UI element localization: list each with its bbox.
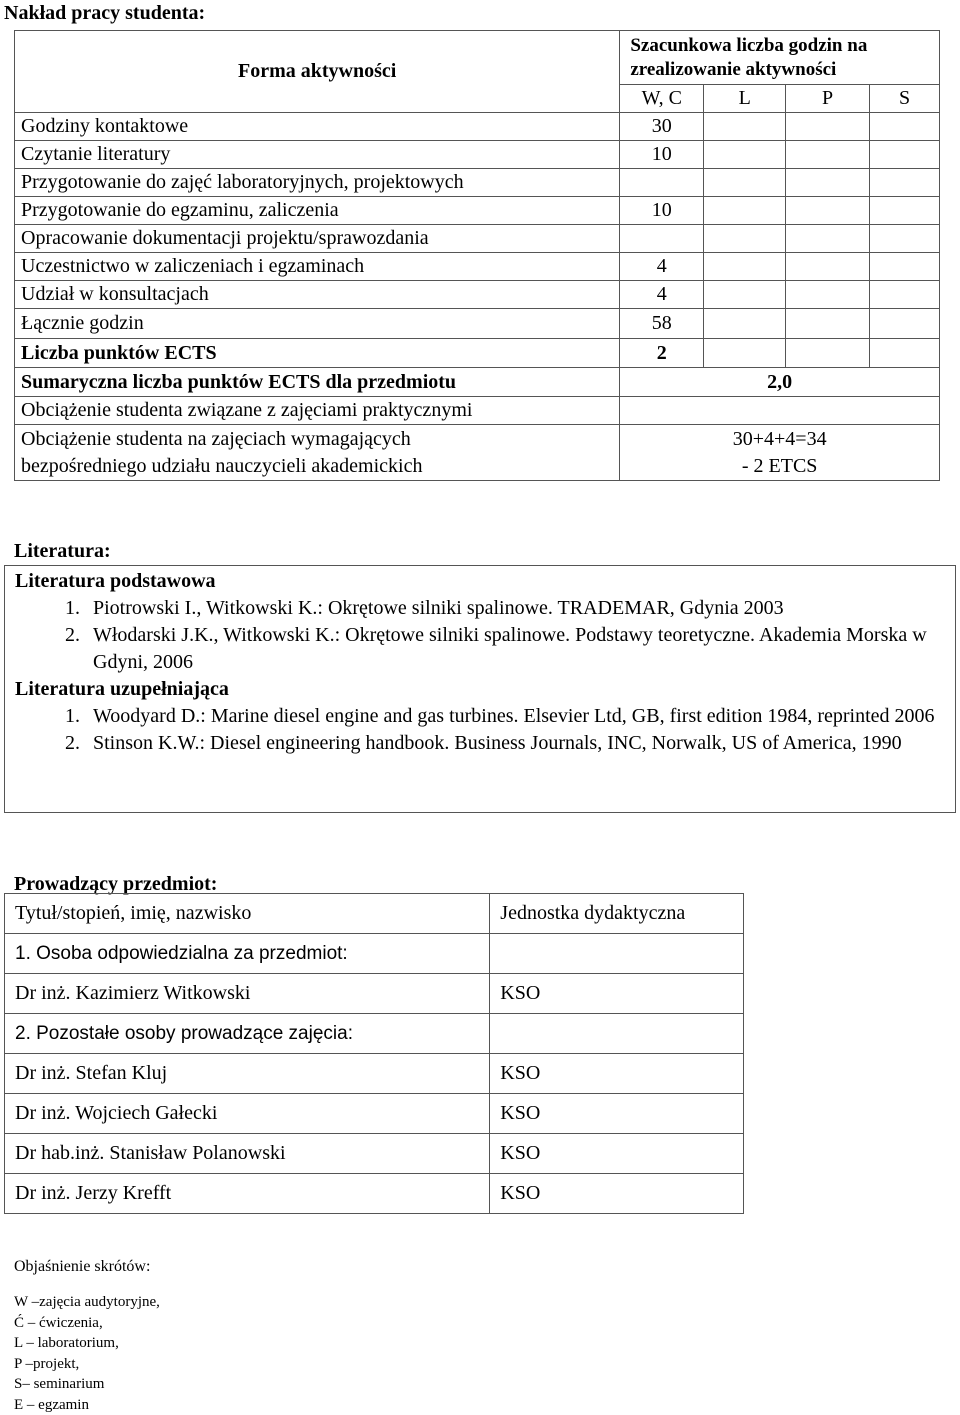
abbreviations-list bbox=[14, 1292, 160, 1415]
row-wc bbox=[620, 225, 704, 253]
table-row bbox=[5, 1054, 744, 1094]
row-label: Uczestnictwo w zaliczeniach i egzaminach bbox=[15, 253, 620, 281]
row-label: Łącznie godzin bbox=[15, 309, 620, 339]
responsible-label: 1. Osoba odpowiedzialna za przedmiot: bbox=[5, 934, 490, 974]
table-row bbox=[15, 169, 940, 197]
list-item: W –zajęcia audytoryjne, bbox=[14, 1294, 160, 1310]
table-row bbox=[15, 339, 940, 368]
lecturer-name: Dr inż. Kazimierz Witkowski bbox=[5, 974, 490, 1014]
direct-value: 30+4+4=34 - 2 ETCS bbox=[620, 425, 940, 481]
lecturers-title: Prowadzący przedmiot: bbox=[14, 873, 218, 895]
list-item: 2. Włodarski J.K., Witkowski K.: Okrętowe silniki spalinowe. Podstawy teoretyczne. Akademia Morska w Gdyni, 2006 bbox=[85, 622, 943, 676]
col-l: L bbox=[704, 85, 786, 113]
table-row bbox=[15, 309, 940, 339]
list-item: Ć – ćwiczenia, bbox=[14, 1314, 103, 1331]
ects-value: 2 bbox=[620, 339, 704, 368]
abbreviations-title: Objaśnienie skrótów: bbox=[14, 1258, 151, 1275]
list-item: L – laboratorium, bbox=[14, 1335, 119, 1351]
ects-label: Liczba punktów ECTS bbox=[15, 339, 620, 368]
lecturer-name: Dr inż. Stefan Kluj bbox=[5, 1054, 490, 1094]
lecturer-unit: KSO bbox=[490, 1054, 744, 1094]
table-row bbox=[15, 113, 940, 141]
lecturer-unit: KSO bbox=[490, 974, 744, 1014]
table-row bbox=[15, 368, 940, 397]
list-item: S– seminarium bbox=[14, 1376, 105, 1392]
row-label: Czytanie literatury bbox=[15, 141, 620, 169]
row-wc bbox=[620, 169, 704, 197]
supp-header: Literatura uzupełniająca bbox=[15, 678, 229, 700]
row-wc: 4 bbox=[620, 281, 704, 309]
table-row bbox=[15, 141, 940, 169]
list-item: P –projekt, bbox=[14, 1355, 80, 1372]
col-unit-header: Jednostka dydaktyczna bbox=[490, 894, 744, 934]
col-p: P bbox=[786, 85, 870, 113]
table-row bbox=[15, 197, 940, 225]
col-name-header: Tytuł/stopień, imię, nazwisko bbox=[5, 894, 490, 934]
ects-total-value: 2,0 bbox=[620, 368, 940, 397]
col-wc: W, C bbox=[620, 85, 704, 113]
lecturer-name: Dr inż. Jerzy Krefft bbox=[5, 1174, 490, 1214]
list-item: 1. Piotrowski I., Witkowski K.: Okrętowe silniki spalinowe. TRADEMAR, Gdynia 2003 bbox=[85, 595, 943, 622]
hours-header: Szacunkowa liczba godzin na zrealizowanie aktywności bbox=[620, 31, 940, 85]
workload-title: Nakład pracy studenta: bbox=[4, 2, 206, 24]
table-row bbox=[5, 1174, 744, 1214]
form-header: Forma aktywności bbox=[15, 31, 620, 113]
list-item: E – egzamin bbox=[14, 1396, 89, 1413]
practical-label: Obciążenie studenta związane z zajęciami praktycznymi bbox=[15, 397, 620, 425]
lecturers-table bbox=[4, 893, 744, 1214]
literature-box bbox=[4, 565, 956, 813]
row-label: Godziny kontaktowe bbox=[15, 113, 620, 141]
row-wc: 10 bbox=[620, 141, 704, 169]
table-row bbox=[5, 1134, 744, 1174]
table-row bbox=[15, 225, 940, 253]
col-s: S bbox=[870, 85, 940, 113]
row-wc: 30 bbox=[620, 113, 704, 141]
table-row bbox=[5, 1094, 744, 1134]
list-item: 2. Stinson K.W.: Diesel engineering handbook. Business Journals, INC, Norwalk, US of America, 1990 bbox=[85, 730, 943, 757]
lecturer-unit: KSO bbox=[490, 1174, 744, 1214]
table-row bbox=[15, 281, 940, 309]
direct-label: Obciążenie studenta na zajęciach wymagających bezpośredniego udziału nauczycieli akademickich bbox=[15, 425, 620, 481]
lecturer-name: Dr inż. Wojciech Gałecki bbox=[5, 1094, 490, 1134]
row-label: Przygotowanie do zajęć laboratoryjnych, projektowych bbox=[15, 169, 620, 197]
row-label: Przygotowanie do egzaminu, zaliczenia bbox=[15, 197, 620, 225]
list-item: 1. Woodyard D.: Marine diesel engine and gas turbines. Elsevier Ltd, GB, first edition 1984, reprinted 2006 bbox=[85, 703, 943, 730]
row-label: Opracowanie dokumentacji projektu/sprawozdania bbox=[15, 225, 620, 253]
lecturer-name: Dr hab.inż. Stanisław Polanowski bbox=[5, 1134, 490, 1174]
table-row bbox=[15, 425, 940, 481]
row-label: Udział w konsultacjach bbox=[15, 281, 620, 309]
others-label: 2. Pozostałe osoby prowadzące zajęcia: bbox=[5, 1014, 490, 1054]
basic-header: Literatura podstawowa bbox=[15, 570, 216, 592]
literature-title: Literatura: bbox=[14, 540, 111, 562]
row-wc: 58 bbox=[620, 309, 704, 339]
workload-table bbox=[14, 30, 940, 481]
lecturer-unit: KSO bbox=[490, 1094, 744, 1134]
ects-total-label: Sumaryczna liczba punktów ECTS dla przedmiotu bbox=[15, 368, 620, 397]
table-row bbox=[5, 974, 744, 1014]
lecturer-unit: KSO bbox=[490, 1134, 744, 1174]
table-row bbox=[15, 253, 940, 281]
table-row bbox=[15, 397, 940, 425]
row-wc: 4 bbox=[620, 253, 704, 281]
row-wc: 10 bbox=[620, 197, 704, 225]
